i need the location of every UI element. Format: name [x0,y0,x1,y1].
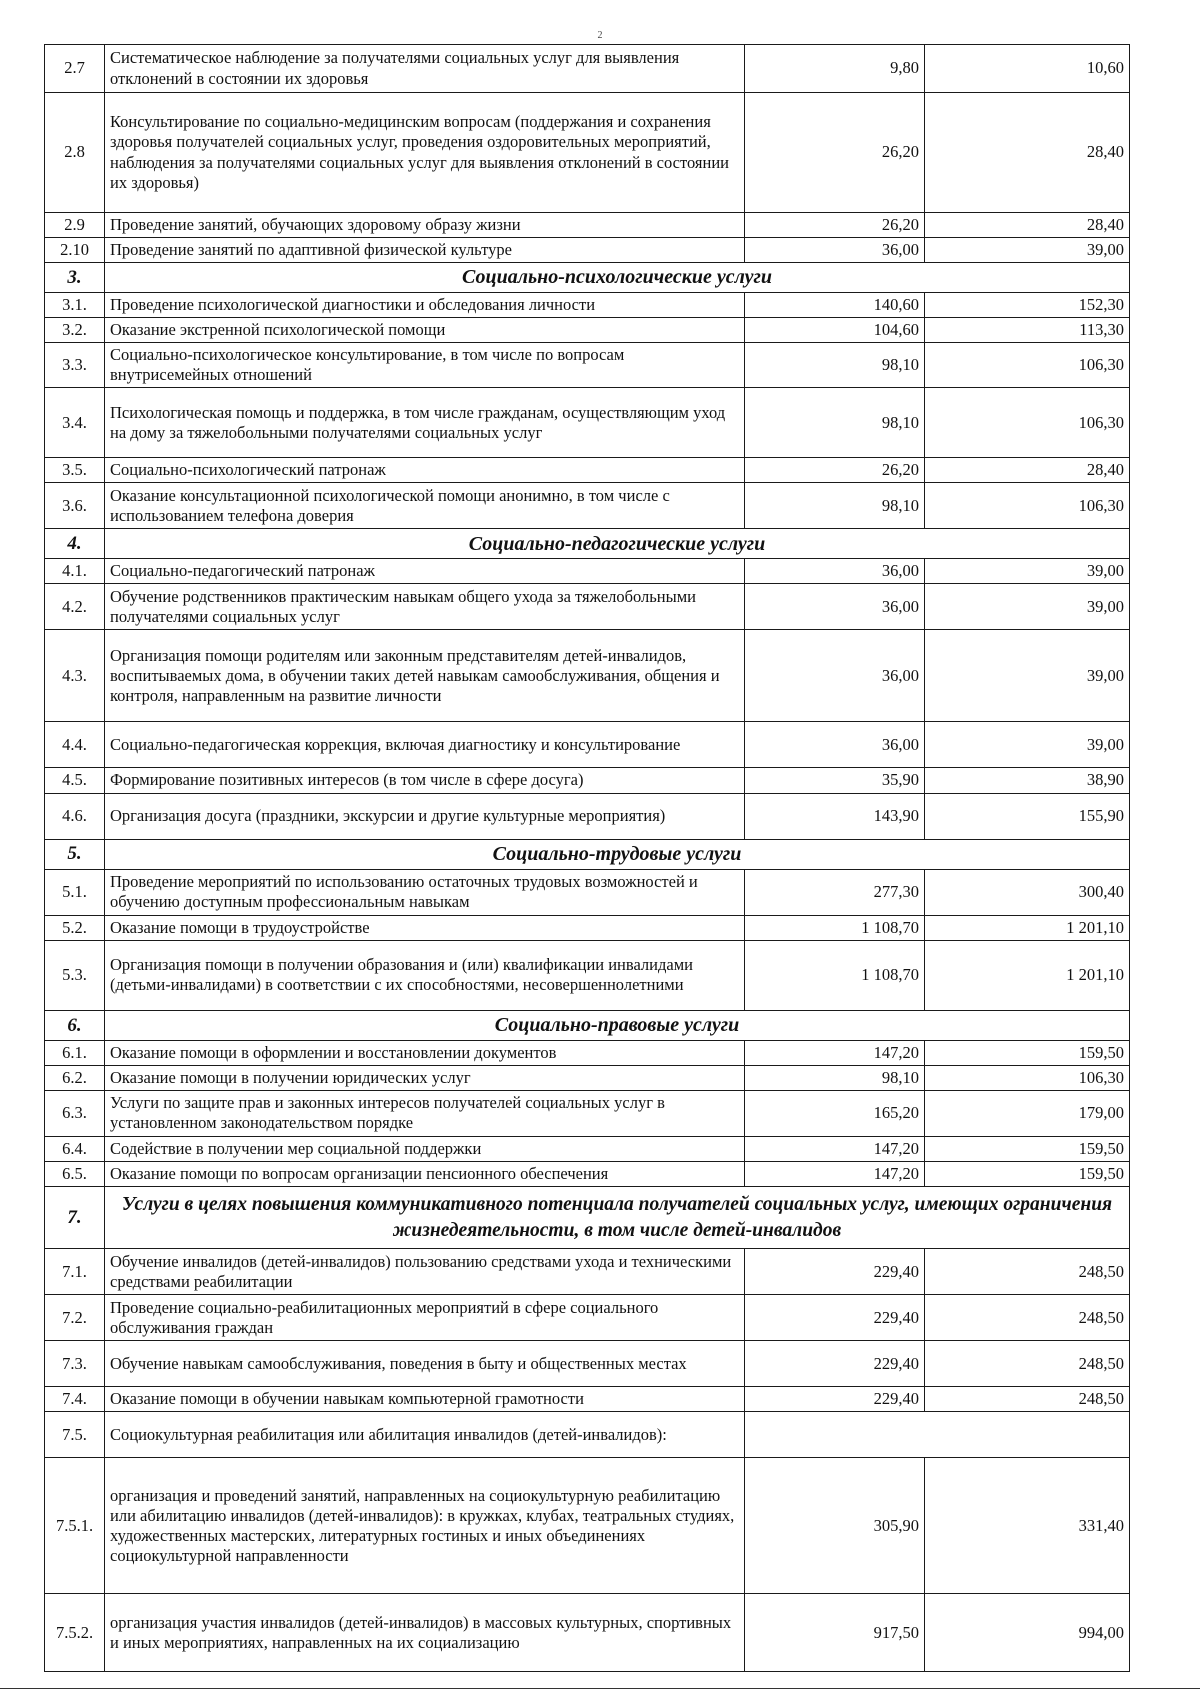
service-name: Оказание помощи в обучении навыкам компьютерной грамотности [105,1387,745,1412]
service-row [45,1065,1130,1090]
service-number: 4.4. [45,722,105,768]
price-value-2: 994,00 [925,1594,1130,1672]
service-name: Организация помощи родителям или законным представителям детей-инвалидов, воспитываемых дома, в обучении таких детей навыкам самообслуживания, общения и контроля, направленным на развитие личности [105,630,745,722]
section-header-row [45,263,1130,292]
price-value-2: 159,50 [925,1136,1130,1161]
service-number: 3.6. [45,483,105,529]
price-value-2: 38,90 [925,768,1130,793]
service-row [45,1594,1130,1672]
service-row [45,1341,1130,1387]
service-number: 3.2. [45,317,105,342]
price-value-1: 143,90 [745,793,925,839]
price-value-2: 106,30 [925,483,1130,529]
service-row [45,45,1130,93]
service-name: Обучение навыкам самообслуживания, поведения в быту и общественных местах [105,1341,745,1387]
service-number: 2.8 [45,93,105,213]
service-number: 6.5. [45,1162,105,1187]
service-name: Консультирование по социально-медицинским вопросам (поддержания и сохранения здоровья получателей социальных услуг, проведения оздоровительных мероприятий, наблюдения за получателями социальных услуг для выявления отклонений в состоянии их здоровья) [105,93,745,213]
price-value-1: 35,90 [745,768,925,793]
service-number: 4.5. [45,768,105,793]
service-name: Услуги по защите прав и законных интересов получателей социальных услуг в установленном законодательством порядке [105,1090,745,1136]
price-value-2: 159,50 [925,1040,1130,1065]
service-name: Проведение социально-реабилитационных мероприятий в сфере социального обслуживания граждан [105,1295,745,1341]
section-number: 5. [45,839,105,869]
service-name: Оказание экстренной психологической помощи [105,317,745,342]
price-value-2: 28,40 [925,213,1130,238]
price-value-1: 36,00 [745,584,925,630]
service-number: 7.1. [45,1249,105,1295]
service-number: 3.1. [45,292,105,317]
table-body [45,45,1130,1672]
section-title: Социально-правовые услуги [105,1010,1130,1040]
price-value-2: 39,00 [925,722,1130,768]
price-value-1: 98,10 [745,342,925,387]
service-row [45,940,1130,1010]
service-number: 7.5.2. [45,1594,105,1672]
price-value-2: 152,30 [925,292,1130,317]
service-name: Формирование позитивных интересов (в том числе в сфере досуга) [105,768,745,793]
service-row [45,1458,1130,1594]
service-name: Оказание помощи в трудоустройстве [105,915,745,940]
price-value-1: 26,20 [745,93,925,213]
service-number: 2.10 [45,238,105,263]
page-bottom-rule [0,1688,1200,1689]
price-value-2: 113,30 [925,317,1130,342]
service-name: Социально-педагогический патронаж [105,559,745,584]
price-value-2: 39,00 [925,559,1130,584]
service-row [45,559,1130,584]
section-title: Услуги в целях повышения коммуникативного потенциала получателей социальных услуг, имеющих ограничения жизнедеятельности, в том числе детей-инвалидов [105,1187,1130,1249]
service-row [45,584,1130,630]
price-value-1: 26,20 [745,213,925,238]
service-name: Проведение психологической диагностики и обследования личности [105,292,745,317]
price-value-1: 229,40 [745,1249,925,1295]
price-value-1: 229,40 [745,1295,925,1341]
service-row [45,317,1130,342]
service-name: Социокультурная реабилитация или абилитация инвалидов (детей-инвалидов): [105,1412,745,1458]
price-value-1: 104,60 [745,317,925,342]
price-value-1: 36,00 [745,630,925,722]
service-row [45,1295,1130,1341]
service-row [45,93,1130,213]
service-number: 2.7 [45,45,105,93]
section-number: 7. [45,1187,105,1249]
service-row [45,388,1130,458]
service-row [45,213,1130,238]
section-header-row [45,1187,1130,1249]
price-value-1: 147,20 [745,1136,925,1161]
price-value-2: 1 201,10 [925,940,1130,1010]
section-header-row [45,529,1130,559]
price-value-2: 28,40 [925,93,1130,213]
price-value-2: 106,30 [925,342,1130,387]
service-name: Проведение мероприятий по использованию остаточных трудовых возможностей и обучению доступным профессиональным навыкам [105,869,745,915]
service-number: 6.1. [45,1040,105,1065]
service-number: 3.3. [45,342,105,387]
service-name: Обучение родственников практическим навыкам общего ухода за тяжелобольными получателями социальных услуг [105,584,745,630]
price-value-2: 248,50 [925,1387,1130,1412]
price-value-1: 917,50 [745,1594,925,1672]
price-value-2: 10,60 [925,45,1130,93]
service-name: Социально-психологическое консультирование, в том числе по вопросам внутрисемейных отношений [105,342,745,387]
section-title: Социально-педагогические услуги [105,529,1130,559]
service-name: Организация досуга (праздники, экскурсии и другие культурные мероприятия) [105,793,745,839]
service-number: 5.2. [45,915,105,940]
service-number: 4.3. [45,630,105,722]
service-number: 6.4. [45,1136,105,1161]
price-value-2: 1 201,10 [925,915,1130,940]
service-row [45,630,1130,722]
service-row [45,238,1130,263]
price-value-1: 277,30 [745,869,925,915]
price-value-1: 140,60 [745,292,925,317]
service-name: Проведение занятий по адаптивной физической культуре [105,238,745,263]
service-row [45,1090,1130,1136]
price-value-2: 248,50 [925,1295,1130,1341]
service-row [45,292,1130,317]
price-value-1: 26,20 [745,458,925,483]
service-row [45,1162,1130,1187]
service-row [45,768,1130,793]
price-value-1: 98,10 [745,388,925,458]
section-header-row [45,839,1130,869]
service-row [45,483,1130,529]
price-value-1: 147,20 [745,1162,925,1187]
price-value-2: 331,40 [925,1458,1130,1594]
price-value-empty [745,1412,1130,1458]
price-value-1: 36,00 [745,722,925,768]
service-name: Организация помощи в получении образования и (или) квалификации инвалидами (детьми-инвалидами) в соответствии с их способностями, несовершеннолетними [105,940,745,1010]
price-value-1: 98,10 [745,483,925,529]
price-value-2: 300,40 [925,869,1130,915]
price-value-1: 165,20 [745,1090,925,1136]
services-tariff-table [44,44,1130,1672]
service-row [45,869,1130,915]
service-row [45,1040,1130,1065]
service-name: Социально-психологический патронаж [105,458,745,483]
service-number: 6.2. [45,1065,105,1090]
price-value-2: 159,50 [925,1162,1130,1187]
service-row [45,1412,1130,1458]
service-number: 7.3. [45,1341,105,1387]
service-number: 7.5. [45,1412,105,1458]
price-value-2: 179,00 [925,1090,1130,1136]
service-name: Оказание помощи в оформлении и восстановлении документов [105,1040,745,1065]
service-name: Психологическая помощь и поддержка, в том числе гражданам, осуществляющим уход на дому за тяжелобольными получателями социальных услуг [105,388,745,458]
price-value-2: 39,00 [925,630,1130,722]
section-number: 4. [45,529,105,559]
price-value-1: 1 108,70 [745,915,925,940]
price-value-2: 39,00 [925,584,1130,630]
service-number: 7.4. [45,1387,105,1412]
service-row [45,1136,1130,1161]
service-name: организация и проведений занятий, направленных на социокультурную реабилитацию или абилитацию инвалидов (детей-инвалидов): в кружках, клубах, театральных студиях, художественных мастерских, литературных гостиных и иных объединениях социокультурной направленности [105,1458,745,1594]
price-value-2: 106,30 [925,1065,1130,1090]
section-title: Социально-трудовые услуги [105,839,1130,869]
price-value-2: 248,50 [925,1341,1130,1387]
service-name: Социально-педагогическая коррекция, включая диагностику и консультирование [105,722,745,768]
service-number: 4.6. [45,793,105,839]
price-value-1: 147,20 [745,1040,925,1065]
price-value-2: 28,40 [925,458,1130,483]
service-row [45,1249,1130,1295]
service-name: Оказание помощи в получении юридических услуг [105,1065,745,1090]
service-name: Оказание консультационной психологической помощи анонимно, в том числе с использованием телефона доверия [105,483,745,529]
price-value-1: 36,00 [745,559,925,584]
service-number: 5.3. [45,940,105,1010]
service-number: 3.4. [45,388,105,458]
service-row [45,915,1130,940]
service-name: Оказание помощи по вопросам организации пенсионного обеспечения [105,1162,745,1187]
service-row [45,793,1130,839]
service-number: 7.5.1. [45,1458,105,1594]
section-number: 3. [45,263,105,292]
price-value-2: 155,90 [925,793,1130,839]
service-name: Проведение занятий, обучающих здоровому образу жизни [105,213,745,238]
price-value-1: 9,80 [745,45,925,93]
price-value-2: 39,00 [925,238,1130,263]
service-row [45,342,1130,387]
section-number: 6. [45,1010,105,1040]
service-number: 5.1. [45,869,105,915]
price-value-2: 248,50 [925,1249,1130,1295]
service-name: Обучение инвалидов (детей-инвалидов) пользованию средствами ухода и техническими средствами реабилитации [105,1249,745,1295]
page-number: 2 [597,30,603,41]
price-value-1: 98,10 [745,1065,925,1090]
price-value-1: 1 108,70 [745,940,925,1010]
price-value-1: 305,90 [745,1458,925,1594]
section-header-row [45,1010,1130,1040]
service-row [45,1387,1130,1412]
service-name: организация участия инвалидов (детей-инвалидов) в массовых культурных, спортивных и иных мероприятиях, направленных на их социализацию [105,1594,745,1672]
service-name: Содействие в получении мер социальной поддержки [105,1136,745,1161]
service-number: 7.2. [45,1295,105,1341]
price-value-1: 36,00 [745,238,925,263]
price-value-1: 229,40 [745,1387,925,1412]
price-value-1: 229,40 [745,1341,925,1387]
section-title: Социально-психологические услуги [105,263,1130,292]
service-number: 4.1. [45,559,105,584]
service-row [45,458,1130,483]
service-number: 4.2. [45,584,105,630]
service-number: 3.5. [45,458,105,483]
service-name: Систематическое наблюдение за получателями социальных услуг для выявления отклонений в состоянии их здоровья [105,45,745,93]
service-number: 2.9 [45,213,105,238]
service-row [45,722,1130,768]
service-number: 6.3. [45,1090,105,1136]
price-value-2: 106,30 [925,388,1130,458]
